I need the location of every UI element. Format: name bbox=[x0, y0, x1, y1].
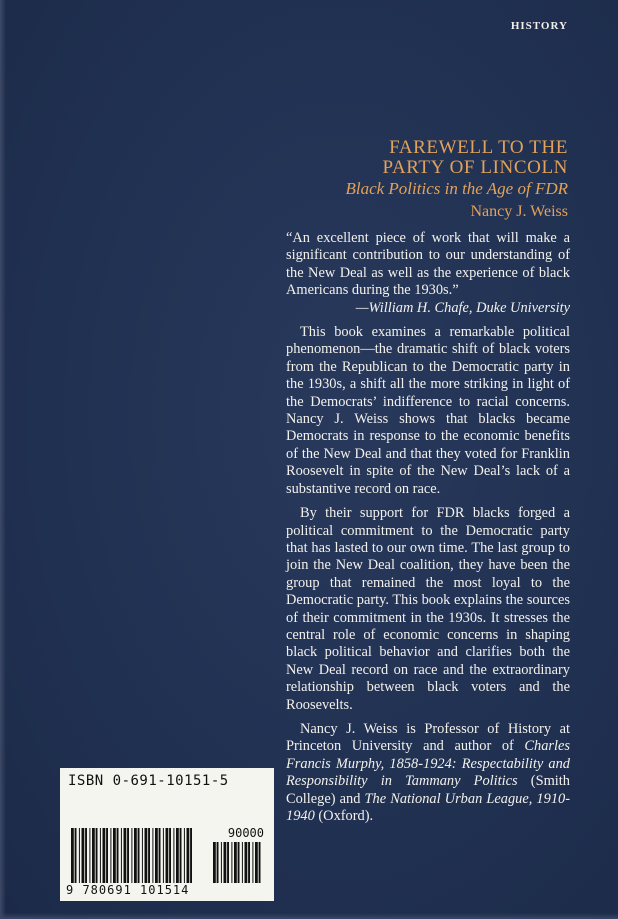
title-block bbox=[345, 138, 568, 223]
isbn-number: ISBN 0-691-10151-5 bbox=[68, 773, 229, 789]
description-paragraph-1: This book examines a remarkable political phenomenon—the dramatic shift of black voters from the Republican to the Democratic party in the 1930s, a shift all the more striking in light of the Democrats’ indifference to racial concerns. Nancy J. Weiss shows that blacks became Democrats in response to the economic benefits of the New Deal and that they voted for Franklin Roosevelt in spite of the New Deal’s lack of a substantive record on race. bbox=[286, 324, 570, 497]
review-attribution: —William H. Chafe, Duke University bbox=[355, 299, 570, 316]
author-bio bbox=[286, 721, 570, 825]
ean-barcode-bars bbox=[70, 828, 196, 883]
ean-digits: 9 780691 101514 bbox=[66, 883, 190, 897]
bio-text-2: (Smith College) and bbox=[286, 773, 570, 807]
price-barcode-bars bbox=[212, 842, 264, 883]
cover-edge-wear bbox=[0, 0, 6, 919]
description-paragraph-2: By their support for FDR blacks forged a political commitment to the Democratic party that has lasted to our own time. The last group to join the New Deal coalition, they have been the group that remained the most loyal to the Democratic party. This book explains the sources of their commitment in the 1930s. It stresses the central role of economic concerns in shaping black political behavior and clarifies both the New Deal record on race and the extraordinary relationship between black voters and the Roosevelts. bbox=[286, 505, 570, 713]
cover-edge-wear-bottom bbox=[0, 913, 618, 919]
barcode-label bbox=[60, 768, 274, 901]
price-code: 90000 bbox=[227, 826, 264, 840]
book-title-line-2: PARTY OF LINCOLN bbox=[382, 157, 568, 178]
review-quote: “An excellent piece of work that will make a significant contribution to our understanding of the New Deal as well as the experience of black Americans during the 1930s.” bbox=[286, 230, 570, 299]
book-title-line-1: FAREWELL TO THE bbox=[389, 137, 568, 158]
book-subtitle: Black Politics in the Age of FDR bbox=[345, 179, 568, 198]
bio-text-1: Nancy J. Weiss is Professor of History at Princeton University and author of bbox=[286, 720, 570, 755]
category-label: HISTORY bbox=[510, 20, 568, 32]
bio-book-title-2: The National Urban League, 1910-1940 bbox=[286, 790, 570, 824]
bio-text-3: (Oxford). bbox=[314, 808, 374, 824]
bio-book-title-1: Charles Francis Murphy, 1858-1924: Respectability and Responsibility in Tammany Politics bbox=[286, 738, 570, 790]
blurb bbox=[286, 230, 570, 825]
author-name: Nancy J. Weiss bbox=[470, 203, 568, 220]
